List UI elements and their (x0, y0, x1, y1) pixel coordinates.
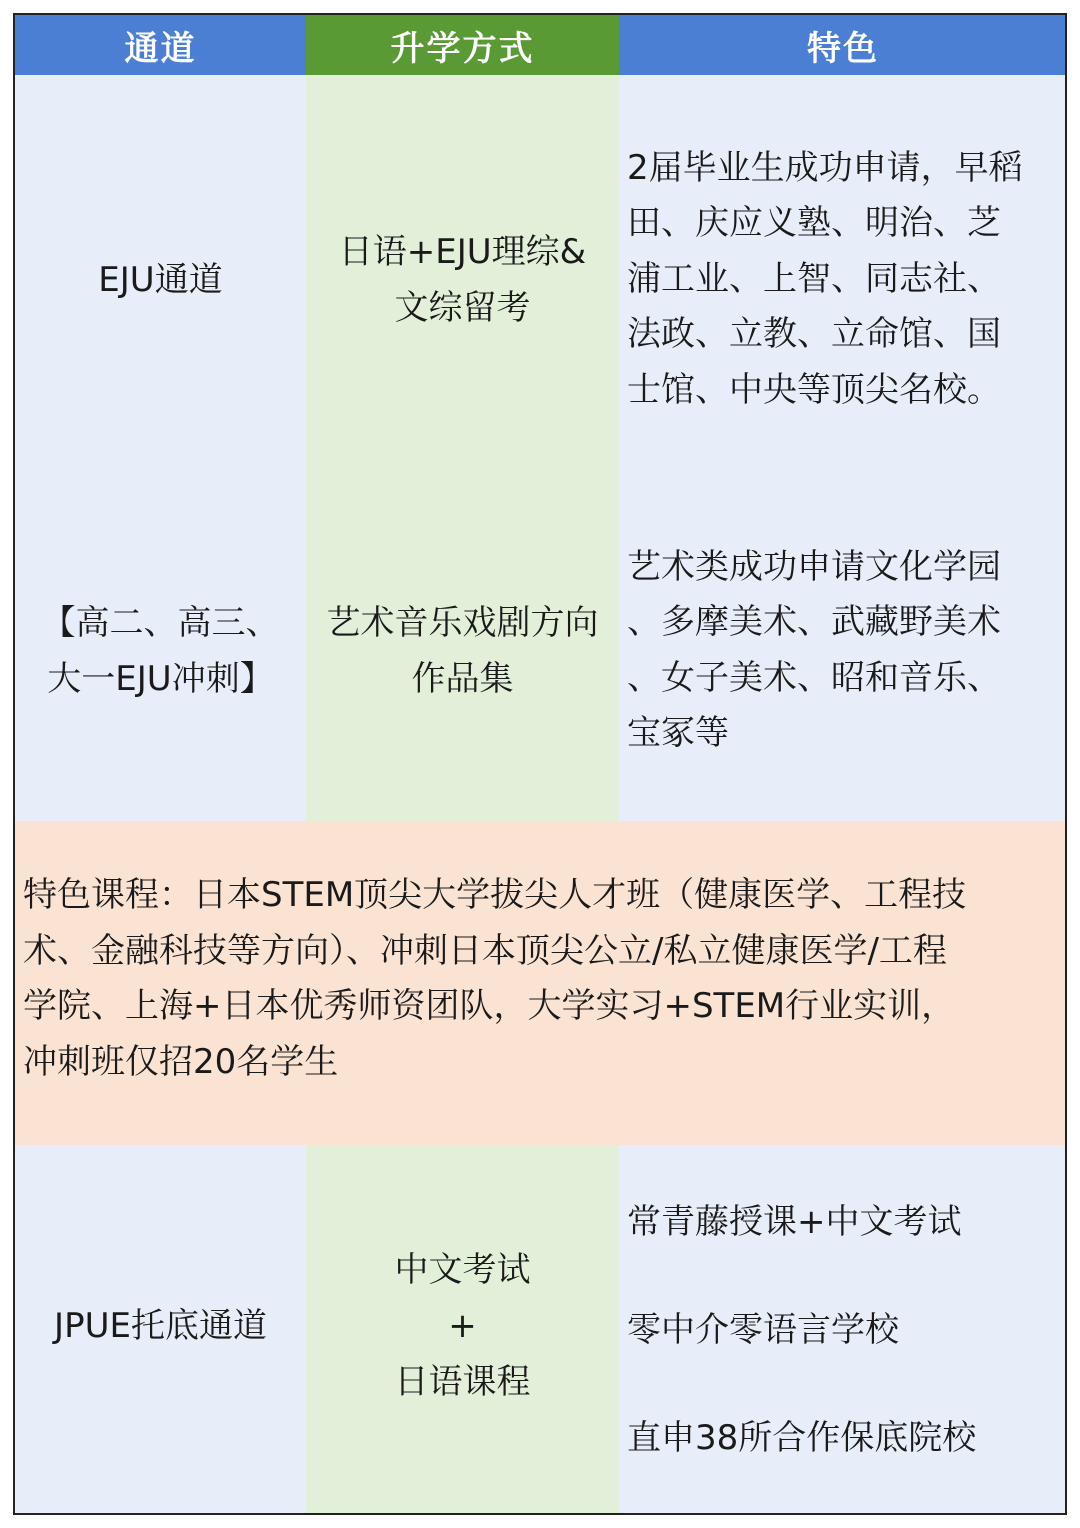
eju-method-line: 文综留考 (394, 287, 531, 328)
special-course-line: 学院、上海+日本优秀师资团队，大学实习+STEM行业实训， (23, 986, 956, 1026)
header-channel (15, 15, 306, 75)
eju-feature-line: 田、庆应义塾、明治、芝 (627, 203, 1001, 244)
eju-feature-line: 2届毕业生成功申请，早稻 (627, 147, 1023, 188)
header-channel-label: 通道 (124, 28, 197, 69)
art-feature-line: 、多摩美术、武藏野美术 (627, 602, 1001, 642)
header-feature (619, 15, 1067, 75)
eju-feature-cell (619, 75, 1067, 488)
art-feature-cell (619, 488, 1067, 821)
art-method-line: 作品集 (411, 658, 514, 699)
jpue-feature-item: 常青藤授课+中文考试 (627, 1202, 962, 1242)
jpue-feature-item: 零中介零语言学校 (627, 1310, 899, 1350)
art-feature-line: 宝冢等 (627, 713, 729, 753)
eju-method-cell (306, 75, 619, 488)
jpue-method-cell (306, 1145, 619, 1515)
header-feature-label: 特色 (807, 28, 879, 69)
eju-channel-label: EJU通道 (98, 259, 223, 300)
eju-feature-line: 士馆、中央等顶尖名校。 (627, 369, 1001, 410)
header-method-label: 升学方式 (390, 28, 535, 69)
special-course-line: 冲刺班仅招20名学生 (23, 1041, 339, 1082)
eju-feature-line: 法政、立教、立命馆、国 (627, 314, 1001, 355)
jpue-feature-cell (619, 1145, 1067, 1515)
header-method (306, 15, 619, 75)
special-course-line: 术、金融科技等方向）、冲刺日本顶尖公立/私立健康医学/工程 (23, 930, 947, 971)
eju-feature-line: 浦工业、上智、同志社、 (627, 258, 1001, 299)
art-channel-line: 大一EJU冲刺】 (47, 658, 274, 699)
art-feature-line: 、女子美术、昭和音乐、 (627, 657, 1001, 698)
art-feature-line: 艺术类成功申请文化学园 (627, 546, 1001, 587)
jpue-method-line: + (448, 1306, 477, 1346)
art-channel-cell (15, 488, 306, 821)
jpue-channel-label: JPUE托底通道 (54, 1306, 267, 1346)
art-method-line: 艺术音乐戏剧方向 (326, 602, 599, 643)
jpue-method-line: 日语课程 (394, 1362, 531, 1402)
eju-method-line: 日语+EJU理综& (338, 231, 587, 272)
special-course-cell (15, 821, 1067, 1145)
special-course-line: 特色课程：日本STEM顶尖大学拔尖人才班（健康医学、工程技 (23, 875, 967, 915)
jpue-method-line: 中文考试 (394, 1250, 531, 1290)
jpue-channel-cell (15, 1145, 306, 1515)
channel-comparison-table (13, 13, 1067, 1515)
jpue-feature-item: 直申38所合作保底院校 (627, 1418, 977, 1458)
art-channel-line: 【高二、高三、 (41, 602, 280, 643)
art-method-cell (306, 488, 619, 821)
eju-channel-cell (15, 75, 306, 488)
